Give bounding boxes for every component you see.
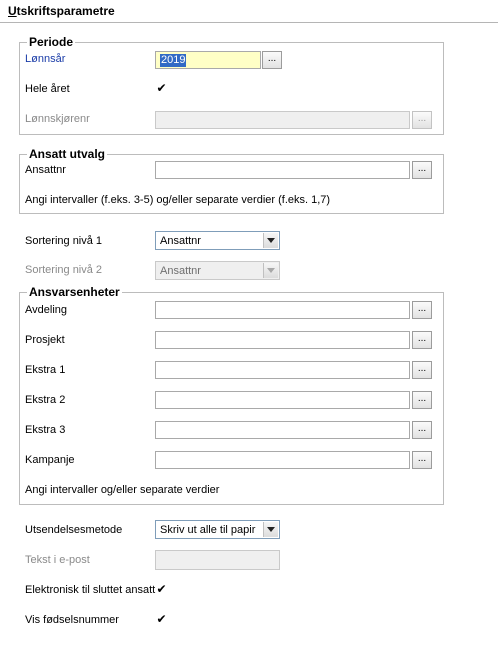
elektronisk-label: Elektronisk til sluttet ansatt bbox=[25, 584, 156, 596]
kampanje-input[interactable] bbox=[155, 451, 410, 469]
lonnskjorenr-browse-button[interactable]: ... bbox=[412, 111, 432, 129]
avdeling-label: Avdeling bbox=[25, 304, 67, 316]
sortering-niva1-label: Sortering nivå 1 bbox=[25, 235, 103, 247]
sortering-niva2-value: Ansattnr bbox=[160, 265, 201, 277]
utsendelsesmetode-select[interactable] bbox=[155, 520, 280, 539]
utsendelsesmetode-value: Skriv ut alle til papir bbox=[160, 524, 256, 536]
hele-aret-label: Hele året bbox=[25, 83, 70, 95]
lonnskjorenr-input[interactable] bbox=[155, 111, 410, 129]
periode-legend: Periode bbox=[29, 35, 74, 49]
ekstra3-label: Ekstra 3 bbox=[25, 424, 66, 436]
ekstra2-browse-button[interactable]: ... bbox=[412, 391, 432, 409]
chevron-down-icon[interactable] bbox=[263, 263, 278, 278]
ekstra1-input[interactable] bbox=[155, 361, 410, 379]
ekstra1-label: Ekstra 1 bbox=[25, 364, 66, 376]
lonnsaar-label: Lønnsår bbox=[25, 53, 66, 65]
ansatt-hint: Angi intervaller (f.eks. 3-5) og/eller separate verdier (f.eks. 1,7) bbox=[25, 194, 331, 206]
ansattnr-label: Ansattnr bbox=[25, 164, 66, 176]
ansvarsenheter-legend: Ansvarsenheter bbox=[29, 285, 120, 299]
prosjekt-browse-button[interactable]: ... bbox=[412, 331, 432, 349]
lonnsaar-browse-button[interactable]: ... bbox=[262, 51, 282, 69]
chevron-down-icon[interactable] bbox=[263, 233, 278, 248]
sortering-niva2-select[interactable] bbox=[155, 261, 280, 280]
ekstra3-browse-button[interactable]: ... bbox=[412, 421, 432, 439]
lonnskjorenr-label: Lønnskjørenr bbox=[25, 113, 90, 125]
lonnsaar-input[interactable] bbox=[155, 51, 261, 69]
sortering-niva1-value: Ansattnr bbox=[160, 235, 201, 247]
chevron-down-icon[interactable] bbox=[263, 522, 278, 537]
ansattnr-browse-button[interactable]: ... bbox=[412, 161, 432, 179]
avdeling-browse-button[interactable]: ... bbox=[412, 301, 432, 319]
ekstra2-label: Ekstra 2 bbox=[25, 394, 66, 406]
ansvar-hint: Angi intervaller og/eller separate verdier bbox=[25, 484, 220, 496]
section-title bbox=[8, 4, 115, 18]
kampanje-label: Kampanje bbox=[25, 454, 75, 466]
elektronisk-checkbox[interactable]: ✔ bbox=[156, 582, 167, 596]
tekst-epost-input[interactable] bbox=[155, 550, 280, 570]
ekstra2-input[interactable] bbox=[155, 391, 410, 409]
ansatt-utvalg-legend: Ansatt utvalg bbox=[29, 147, 106, 161]
ekstra1-browse-button[interactable]: ... bbox=[412, 361, 432, 379]
lonnsaar-value: 2019 bbox=[161, 54, 186, 66]
kampanje-browse-button[interactable]: ... bbox=[412, 451, 432, 469]
tekst-epost-label: Tekst i e-post bbox=[25, 554, 90, 566]
ansattnr-input[interactable] bbox=[155, 161, 410, 179]
sortering-niva2-label: Sortering nivå 2 bbox=[25, 264, 103, 276]
hele-aret-checkbox[interactable]: ✔ bbox=[156, 81, 167, 95]
section-title-accesskey: U bbox=[8, 4, 17, 18]
section-header bbox=[0, 0, 498, 23]
prosjekt-label: Prosjekt bbox=[25, 334, 65, 346]
ekstra3-input[interactable] bbox=[155, 421, 410, 439]
vis-fodselsnummer-label: Vis fødselsnummer bbox=[25, 614, 119, 626]
prosjekt-input[interactable] bbox=[155, 331, 410, 349]
section-title-rest: tskriftsparametre bbox=[16, 4, 115, 18]
utsendelsesmetode-label: Utsendelsesmetode bbox=[25, 524, 123, 536]
vis-fodselsnummer-checkbox[interactable]: ✔ bbox=[156, 612, 167, 626]
sortering-niva1-select[interactable] bbox=[155, 231, 280, 250]
avdeling-input[interactable] bbox=[155, 301, 410, 319]
